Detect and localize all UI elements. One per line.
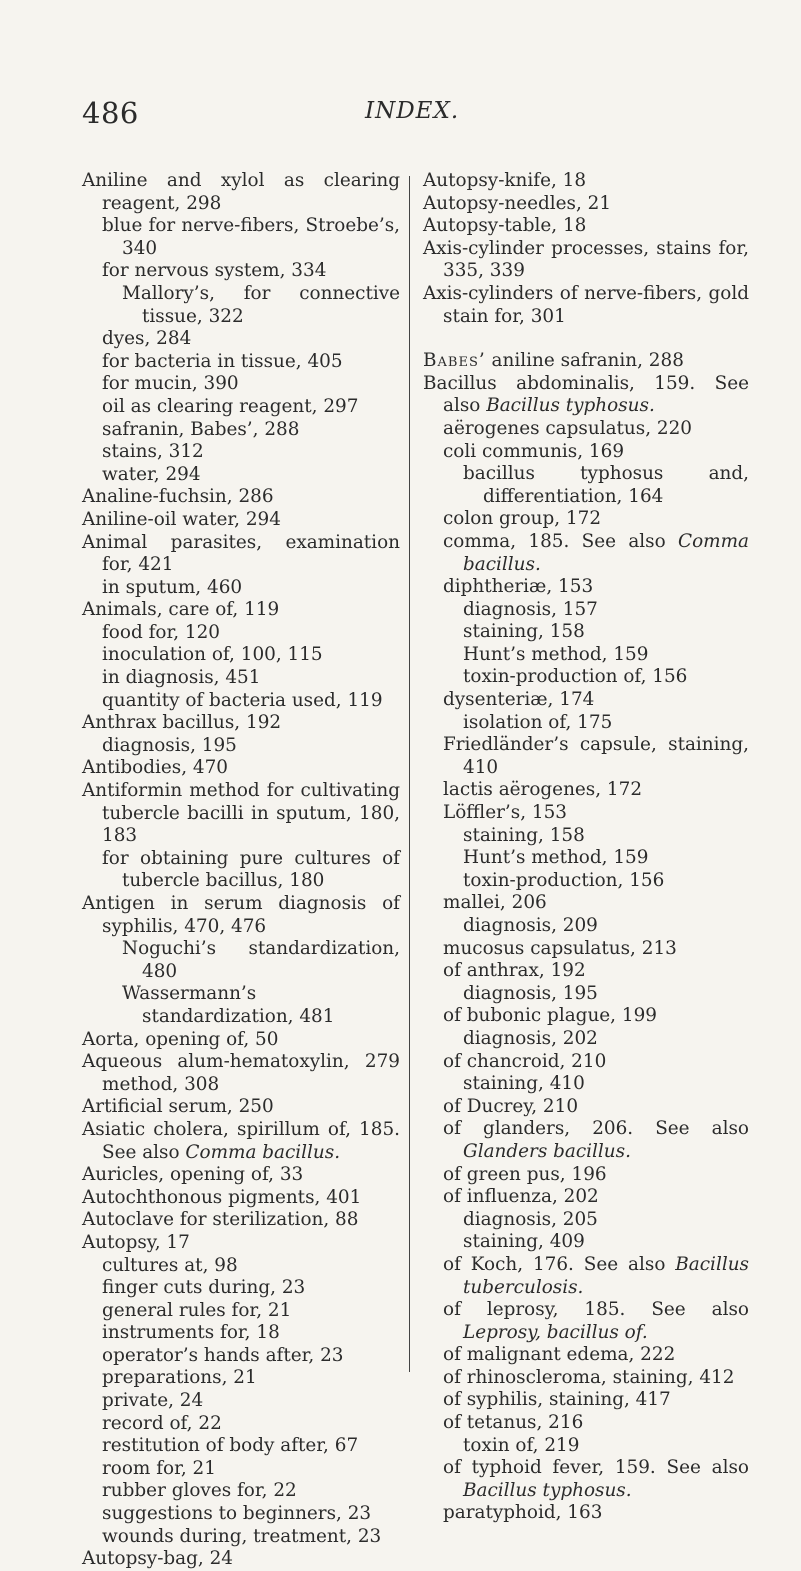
entry-text: toxin of, 219	[463, 1434, 580, 1456]
index-entry	[82, 1051, 400, 1096]
index-subentry	[102, 396, 400, 419]
entry-text: Axis-cylinders of nerve-fibers, gold stain for, 301	[423, 282, 749, 327]
index-subentry	[102, 1458, 400, 1481]
entry-text: Autopsy, 17	[82, 1231, 190, 1253]
index-subentry	[102, 848, 400, 893]
entry-text: dysenteriæ, 174	[443, 689, 595, 711]
entry-text: stains, 312	[102, 441, 204, 463]
index-subentry	[102, 1480, 400, 1503]
index-subentry	[463, 1231, 749, 1254]
index-subentry	[443, 531, 749, 576]
index-entry	[82, 1029, 400, 1052]
entry-text: diagnosis, 209	[463, 915, 598, 936]
index-entry	[82, 486, 400, 509]
entry-text: Autopsy-needles, 21	[423, 192, 612, 214]
entry-text: cultures at, 98	[102, 1254, 238, 1276]
entry-text: of anthrax, 192	[443, 960, 586, 982]
index-subentry	[463, 463, 749, 508]
index-subentry	[102, 328, 400, 351]
index-entry	[82, 170, 400, 215]
cross-reference: Glanders bacillus.	[463, 1140, 631, 1162]
index-subentry	[102, 260, 400, 283]
entry-text: blue for nerve-fibers, Stroebe’s, 340	[102, 215, 400, 259]
entry-text: of typhoid fever, 159. See also	[443, 1457, 749, 1479]
entry-text: isolation of, 175	[463, 711, 613, 733]
entry-text: comma, 185. See also	[443, 530, 678, 552]
index-subentry	[102, 1503, 400, 1526]
index-subentry	[102, 735, 400, 758]
entry-text: Autochthonous pigments, 401	[82, 1186, 362, 1208]
index-subentry	[443, 1389, 749, 1412]
index-subentry	[122, 983, 400, 1028]
section-gap	[423, 328, 749, 350]
index-entry	[82, 757, 400, 780]
entry-text: record of, 22	[102, 1412, 222, 1434]
entry-text: for nervous system, 334	[102, 260, 327, 282]
index-entry	[82, 509, 400, 532]
index-subentry	[102, 1345, 400, 1368]
entry-text: aniline safranin, 288	[485, 350, 684, 372]
entry-text: dyes, 284	[102, 328, 192, 350]
index-subentry	[443, 960, 749, 983]
cross-reference: Bacillus tuberculosis.	[463, 1253, 749, 1298]
entry-text: staining, 158	[463, 824, 585, 846]
index-subentry	[463, 1209, 749, 1232]
index-subentry	[102, 667, 400, 690]
entry-text: Aorta, opening of, 50	[82, 1028, 279, 1050]
index-subentry	[122, 283, 400, 328]
index-subentry	[443, 1096, 749, 1119]
entry-text: toxin-production, 156	[463, 869, 665, 891]
entry-text: for bacteria in tissue, 405	[102, 350, 343, 372]
index-section-b	[423, 350, 749, 1525]
entry-text: inoculation of, 100, 115	[102, 644, 323, 666]
cross-reference: Bacillus typhosus.	[486, 395, 655, 417]
entry-text: suggestions to beginners, 23	[102, 1503, 372, 1525]
column-divider	[409, 176, 410, 1372]
index-subentry	[463, 599, 749, 622]
entry-text: toxin-production of, 156	[463, 666, 688, 688]
index-subentry	[443, 1051, 749, 1074]
entry-text: general rules for, 21	[102, 1299, 292, 1321]
index-subentry	[443, 1164, 749, 1187]
index-subentry	[443, 1344, 749, 1367]
entry-text: room for, 21	[102, 1457, 216, 1479]
entry-text: mucosus capsulatus, 213	[443, 937, 677, 959]
index-subentry	[102, 622, 400, 645]
entry-text: Autopsy-knife, 18	[423, 170, 587, 191]
entry-text: Animals, care of, 119	[82, 599, 280, 621]
entry-text: of Ducrey, 210	[443, 1095, 579, 1117]
index-subentry	[102, 419, 400, 442]
entry-text: Auricles, opening of, 33	[82, 1164, 304, 1186]
entry-text: bacillus typhosus and, differentiation, 164	[463, 463, 749, 507]
entry-text: of syphilis, staining, 417	[443, 1389, 671, 1411]
index-subentry	[443, 576, 749, 599]
index-subentry	[102, 644, 400, 667]
cross-reference: Comma bacillus.	[463, 530, 749, 575]
index-entry	[423, 193, 749, 216]
index-subentry	[443, 1367, 749, 1390]
index-subentry	[443, 938, 749, 961]
entry-text: of rhinoscleroma, staining, 412	[443, 1366, 735, 1388]
entry-text: safranin, Babes’, 288	[102, 418, 300, 440]
cross-reference: Bacillus typhosus.	[463, 1479, 632, 1501]
entry-text: in diagnosis, 451	[102, 667, 261, 689]
entry-text: Autopsy-table, 18	[423, 215, 587, 237]
index-subentry	[443, 892, 749, 915]
entry-text: Antiformin method for cultivating tubercle bacilli in sputum, 180, 183	[82, 780, 400, 847]
entry-text: Bacillus abdominalis, 159. See also	[423, 372, 749, 417]
entry-text: of Koch, 176. See also	[443, 1253, 676, 1275]
index-column-left	[82, 170, 400, 1571]
index-subentry	[463, 1435, 749, 1458]
index-subentry	[102, 351, 400, 374]
entry-text: Anthrax bacillus, 192	[82, 712, 282, 734]
index-entry	[82, 712, 400, 735]
index-entry	[82, 1232, 400, 1255]
running-head: INDEX.	[365, 98, 460, 124]
index-subentry	[443, 441, 749, 464]
index-subentry	[443, 1299, 749, 1344]
index-subentry	[122, 938, 400, 983]
index-subentry	[443, 418, 749, 441]
entry-text: staining, 409	[463, 1231, 585, 1253]
entry-text: of malignant edema, 222	[443, 1344, 676, 1366]
cross-reference: Leprosy, bacillus of.	[463, 1321, 648, 1343]
index-subentry	[102, 577, 400, 600]
entry-text: Aqueous alum-hematoxylin, 279 method, 308	[82, 1051, 400, 1095]
entry-text: of glanders, 206. See also	[443, 1118, 749, 1140]
index-subentry	[463, 983, 749, 1006]
index-subentry	[102, 1390, 400, 1413]
index-entry	[423, 283, 749, 328]
entry-text: finger cuts during, 23	[102, 1277, 306, 1299]
entry-text: Noguchi’s standardization, 480	[122, 938, 400, 982]
index-subentry	[463, 666, 749, 689]
entry-text: aërogenes capsulatus, 220	[443, 417, 693, 439]
entry-text: of green pus, 196	[443, 1163, 607, 1185]
index-subentry	[102, 373, 400, 396]
entry-text: diagnosis, 202	[463, 1027, 598, 1049]
entry-text: Antigen in serum diagnosis of syphilis, 470, 476	[82, 893, 400, 937]
index-entry	[423, 350, 749, 373]
index-entry	[82, 532, 400, 577]
index-subentry	[443, 1254, 749, 1299]
entry-text: Analine-fuchsin, 286	[82, 486, 274, 508]
index-subentry	[102, 215, 400, 260]
entry-text: preparations, 21	[102, 1367, 257, 1389]
index-subentry	[463, 870, 749, 893]
index-subentry	[463, 621, 749, 644]
index-subentry	[102, 1322, 400, 1345]
index-subentry	[102, 1255, 400, 1278]
index-entry	[82, 893, 400, 938]
entry-text: of leprosy, 185. See also	[443, 1299, 749, 1321]
cross-reference: Comma bacillus.	[185, 1141, 341, 1163]
index-subentry	[463, 847, 749, 870]
index-subentry	[102, 1300, 400, 1323]
index-entry	[423, 373, 749, 418]
index-entry	[423, 170, 749, 193]
index-subentry	[463, 825, 749, 848]
entry-text: Friedländer’s capsule, staining, 410	[443, 734, 749, 778]
entry-text: staining, 410	[463, 1073, 585, 1095]
page-header	[82, 96, 732, 136]
entry-heading-smallcaps: Babes’	[423, 350, 486, 372]
entry-text: rubber gloves for, 22	[102, 1480, 297, 1502]
entry-text: instruments for, 18	[102, 1322, 280, 1344]
index-subentry	[443, 1502, 749, 1525]
index-entry	[82, 1187, 400, 1210]
entry-text: private, 24	[102, 1390, 204, 1412]
index-entry	[423, 215, 749, 238]
index-subentry	[102, 441, 400, 464]
index-subentry	[463, 915, 749, 938]
index-subentry	[463, 1073, 749, 1096]
index-entry	[82, 1096, 400, 1119]
entry-text: Wassermann’s standardization, 481	[122, 983, 335, 1027]
entry-text: Löffler’s, 153	[443, 802, 567, 824]
index-subentry	[443, 689, 749, 712]
entry-text: Asiatic cholera, spirillum of, 185. See also	[82, 1118, 400, 1163]
index-subentry	[102, 1277, 400, 1300]
entry-text: staining, 158	[463, 621, 585, 643]
index-subentry	[443, 1118, 749, 1163]
index-subentry	[443, 779, 749, 802]
entry-text: of tetanus, 216	[443, 1412, 584, 1434]
index-subentry	[443, 734, 749, 779]
entry-text: Artificial serum, 250	[82, 1096, 274, 1118]
entry-text: wounds during, treatment, 23	[102, 1525, 382, 1547]
entry-text: Animal parasites, examination for, 421	[82, 531, 400, 576]
index-entry	[82, 1119, 400, 1164]
entry-text: coli communis, 169	[443, 440, 625, 462]
index-subentry	[102, 1413, 400, 1436]
entry-text: in sputum, 460	[102, 576, 243, 598]
index-subentry	[463, 712, 749, 735]
entry-text: operator’s hands after, 23	[102, 1344, 344, 1366]
index-entry	[82, 1548, 400, 1571]
index-column-right	[423, 170, 749, 1525]
entry-text: restitution of body after, 67	[102, 1435, 359, 1457]
index-section-a-continued	[423, 170, 749, 328]
entry-text: colon group, 172	[443, 508, 602, 530]
entry-text: Antibodies, 470	[82, 757, 229, 779]
index-subentry	[443, 802, 749, 825]
index-entry	[82, 1164, 400, 1187]
entry-text: diagnosis, 205	[463, 1208, 598, 1230]
index-subentry	[102, 1367, 400, 1390]
index-subentry	[463, 1028, 749, 1051]
index-subentry	[443, 1412, 749, 1435]
index-subentry	[102, 1526, 400, 1549]
entry-text: Aniline and xylol as clearing reagent, 298	[82, 170, 400, 214]
entry-text: food for, 120	[102, 621, 221, 643]
entry-text: of bubonic plague, 199	[443, 1005, 657, 1027]
entry-text: diagnosis, 157	[463, 598, 598, 620]
entry-text: for mucin, 390	[102, 373, 239, 395]
entry-text: oil as clearing reagent, 297	[102, 395, 359, 417]
index-subentry	[443, 1186, 749, 1209]
index-entry	[423, 238, 749, 283]
entry-text: lactis aërogenes, 172	[443, 779, 643, 801]
entry-text: Autoclave for sterilization, 88	[82, 1209, 359, 1231]
entry-text: quantity of bacteria used, 119	[102, 689, 383, 711]
entry-text: Hunt’s method, 159	[463, 643, 649, 665]
entry-text: Aniline-oil water, 294	[82, 508, 281, 530]
index-subentry	[443, 508, 749, 531]
entry-text: paratyphoid, 163	[443, 1502, 603, 1524]
index-subentry	[102, 464, 400, 487]
index-subentry	[443, 1457, 749, 1502]
entry-text: Mallory’s, for connective tissue, 322	[122, 282, 400, 327]
entry-text: Axis-cylinder processes, stains for, 335, 339	[423, 237, 749, 282]
page-number: 486	[82, 96, 139, 130]
entry-text: diagnosis, 195	[102, 734, 237, 756]
index-subentry	[463, 644, 749, 667]
entry-text: of influenza, 202	[443, 1186, 599, 1208]
index-entry	[82, 599, 400, 622]
entry-text: diagnosis, 195	[463, 982, 598, 1004]
index-subentry	[102, 690, 400, 713]
entry-text: diphtheriæ, 153	[443, 576, 594, 598]
index-subentry	[443, 1005, 749, 1028]
entry-text: mallei, 206	[443, 892, 547, 914]
entry-text: for obtaining pure cultures of tubercle bacillus, 180	[102, 847, 400, 892]
entry-text: water, 294	[102, 463, 201, 485]
index-subentry	[102, 1435, 400, 1458]
entry-text: Hunt’s method, 159	[463, 847, 649, 869]
entry-text: of chancroid, 210	[443, 1050, 607, 1072]
entry-text: Autopsy-bag, 24	[82, 1548, 234, 1570]
index-entry	[82, 780, 400, 848]
index-entry	[82, 1209, 400, 1232]
